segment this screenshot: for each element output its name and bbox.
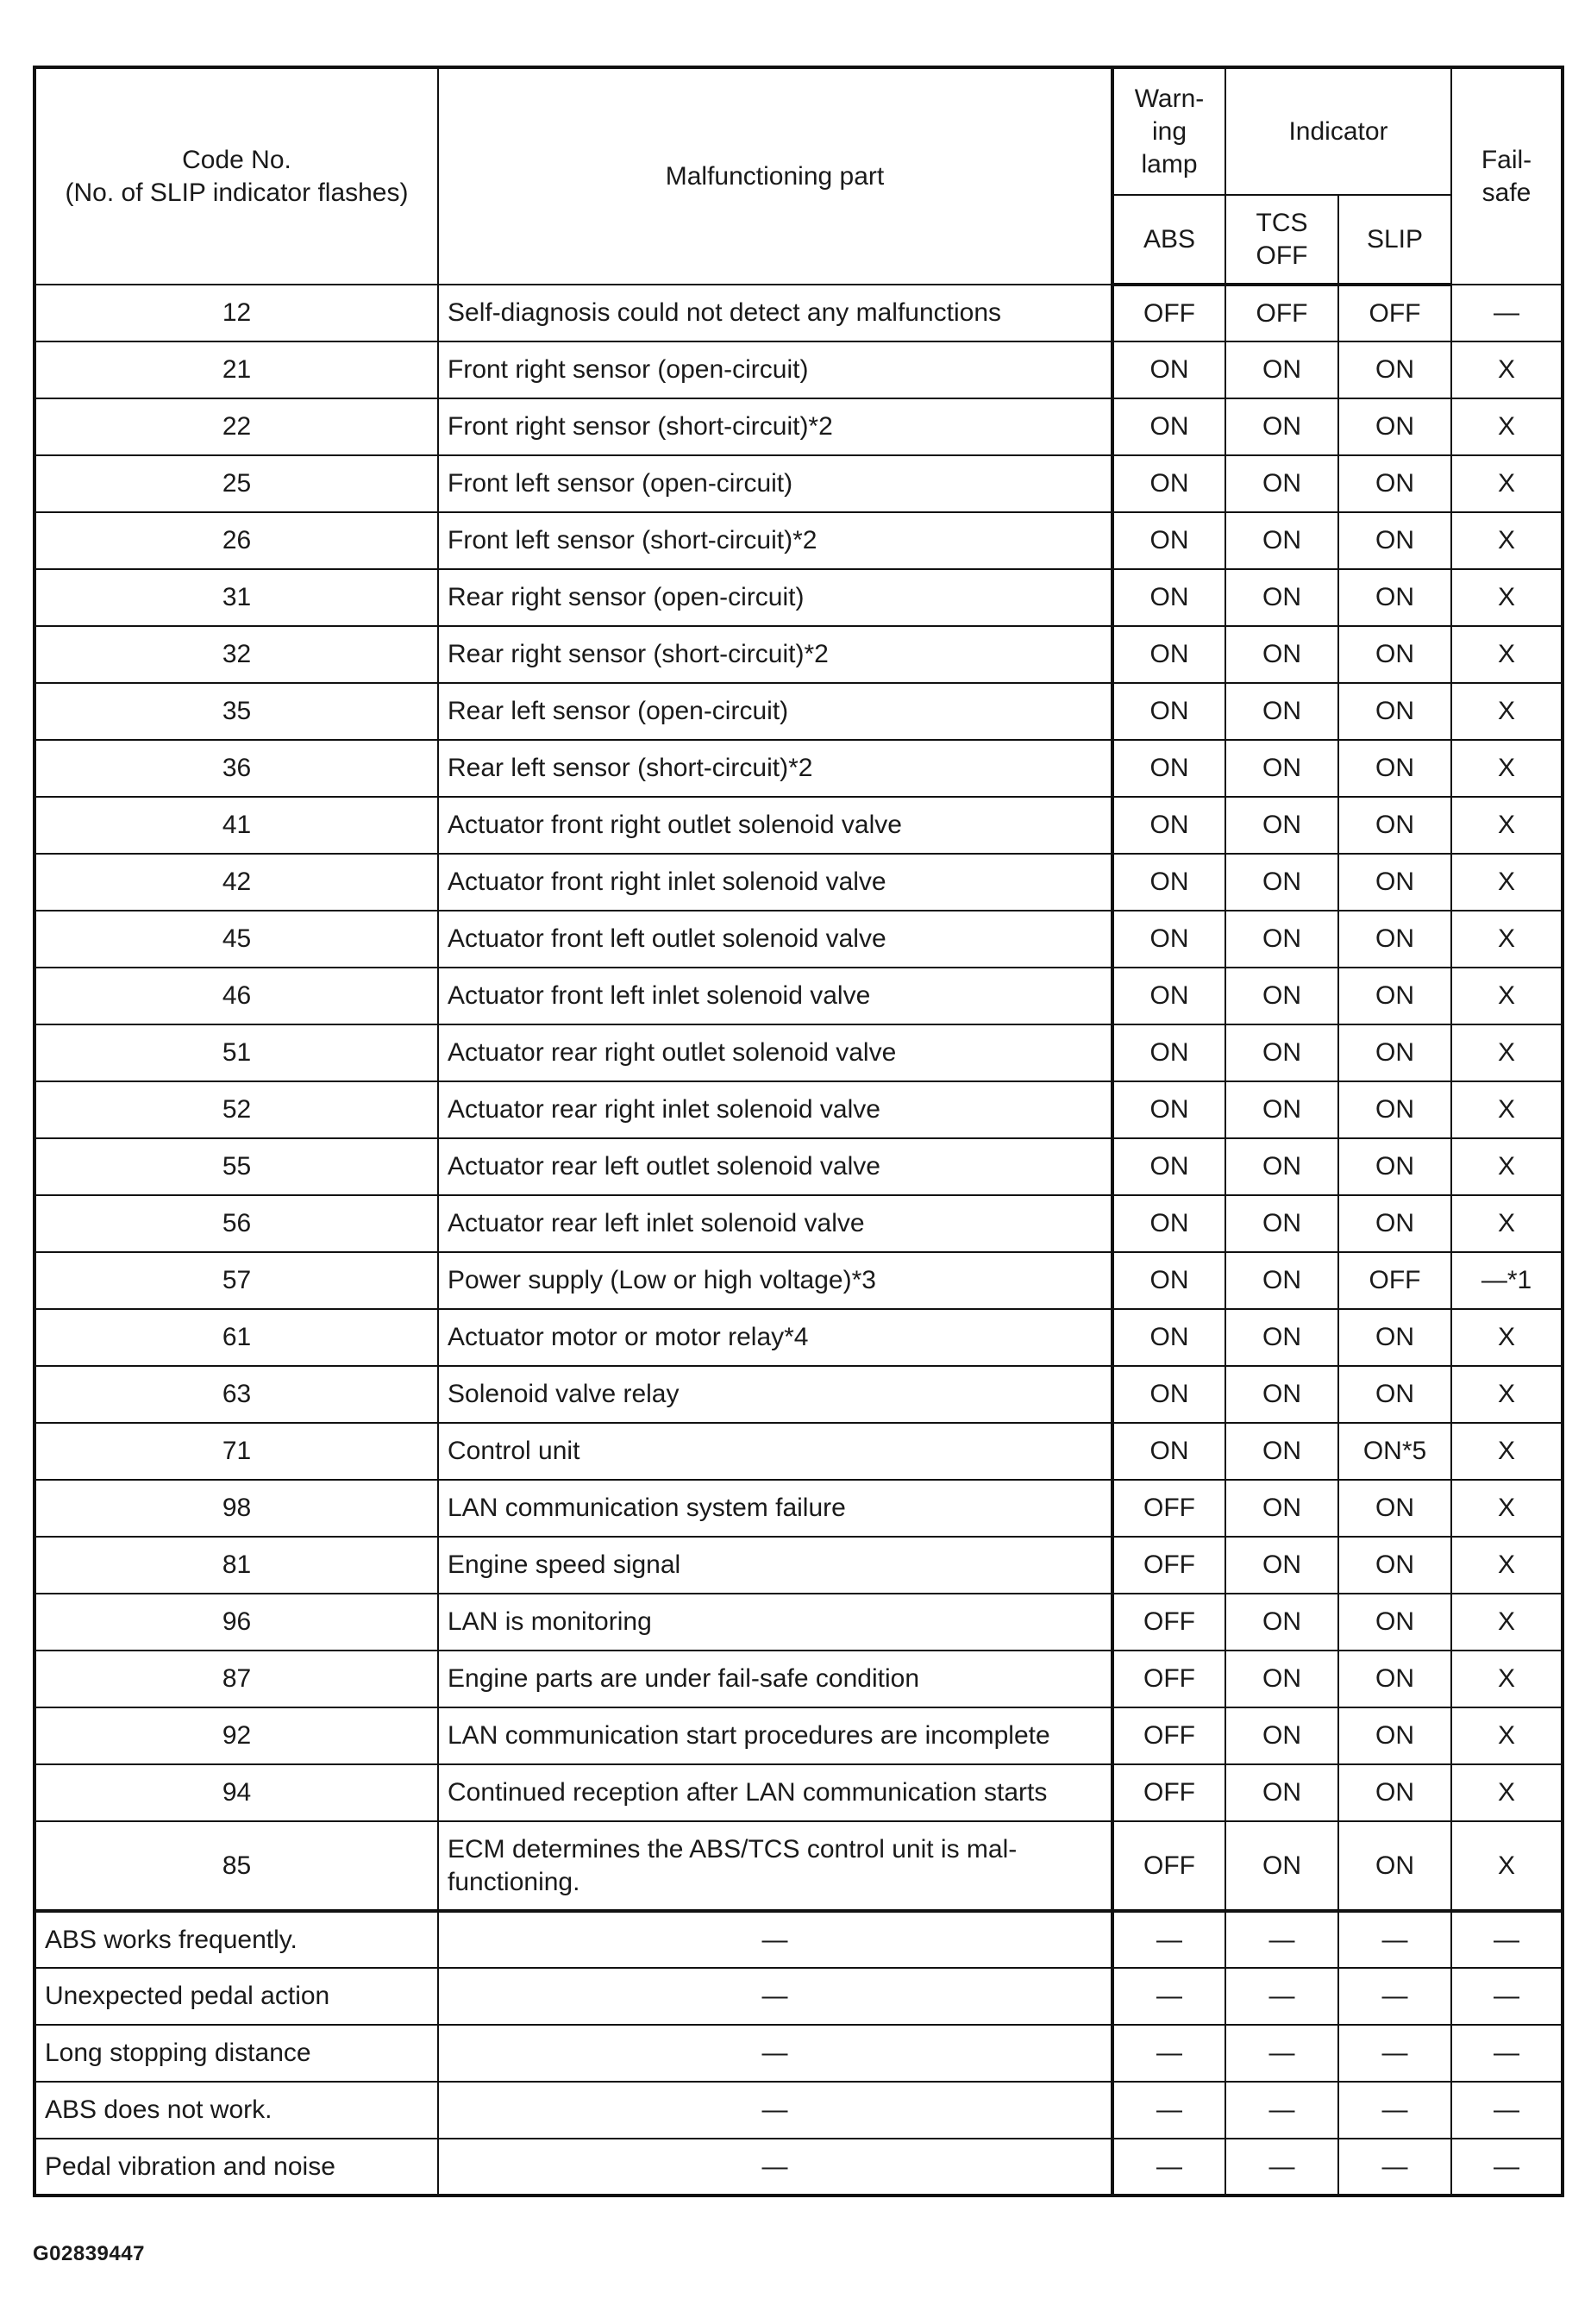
slip-cell: ON <box>1338 1594 1451 1651</box>
code-cell: 96 <box>34 1594 438 1651</box>
abs-cell: ON <box>1112 398 1225 455</box>
code-cell: 35 <box>34 683 438 740</box>
code-cell: 81 <box>34 1537 438 1594</box>
part-cell: — <box>438 1968 1112 2025</box>
code-table <box>33 66 1564 2197</box>
abs-cell: OFF <box>1112 1821 1225 1911</box>
code-cell: 94 <box>34 1764 438 1821</box>
abs-cell: OFF <box>1112 1537 1225 1594</box>
fail-safe-cell: X <box>1451 1594 1563 1651</box>
fail-safe-cell: X <box>1451 1651 1563 1707</box>
tcs-off-cell: — <box>1225 2025 1338 2082</box>
abs-cell: ON <box>1112 1423 1225 1480</box>
fail-safe-cell: X <box>1451 968 1563 1024</box>
abs-cell: OFF <box>1112 1594 1225 1651</box>
code-cell: 52 <box>34 1081 438 1138</box>
slip-cell: ON <box>1338 1651 1451 1707</box>
table-row <box>34 740 1563 797</box>
tcs-off-cell: ON <box>1225 968 1338 1024</box>
tcs-off-cell: ON <box>1225 1081 1338 1138</box>
slip-cell: ON <box>1338 626 1451 683</box>
symptom-row <box>34 2139 1563 2196</box>
abs-cell: OFF <box>1112 1707 1225 1764</box>
part-cell: Engine speed signal <box>438 1537 1112 1594</box>
code-cell: 41 <box>34 797 438 854</box>
tcs-off-cell: ON <box>1225 1821 1338 1911</box>
table-row <box>34 512 1563 569</box>
code-cell: 42 <box>34 854 438 911</box>
slip-cell: — <box>1338 2139 1451 2196</box>
fail-safe-cell: X <box>1451 1366 1563 1423</box>
code-cell: 61 <box>34 1309 438 1366</box>
abs-cell: — <box>1112 2082 1225 2139</box>
part-cell: Front right sensor (open-circuit) <box>438 341 1112 398</box>
slip-cell: ON <box>1338 1195 1451 1252</box>
header-code-no: Code No. (No. of SLIP indicator flashes) <box>34 67 438 285</box>
table-row <box>34 968 1563 1024</box>
abs-cell: ON <box>1112 1252 1225 1309</box>
slip-cell: ON <box>1338 1081 1451 1138</box>
slip-cell: — <box>1338 1911 1451 1968</box>
slip-cell: ON <box>1338 740 1451 797</box>
tcs-off-cell: ON <box>1225 1480 1338 1537</box>
part-cell: Self-diagnosis could not detect any malfunctions <box>438 285 1112 341</box>
abs-cell: ON <box>1112 1138 1225 1195</box>
code-cell: 31 <box>34 569 438 626</box>
tcs-off-cell: ON <box>1225 1138 1338 1195</box>
symptom-row <box>34 1911 1563 1968</box>
fail-safe-cell: X <box>1451 1195 1563 1252</box>
abs-cell: ON <box>1112 911 1225 968</box>
code-cell: 12 <box>34 285 438 341</box>
table-row <box>34 1309 1563 1366</box>
figure-id: G02839447 <box>33 2242 145 2265</box>
code-cell: 32 <box>34 626 438 683</box>
fail-safe-cell: X <box>1451 911 1563 968</box>
symptom-row <box>34 1968 1563 2025</box>
code-cell: 46 <box>34 968 438 1024</box>
table-row <box>34 341 1563 398</box>
symptom-cell: Long stopping distance <box>34 2025 438 2082</box>
slip-cell: ON <box>1338 1537 1451 1594</box>
part-cell: Rear right sensor (short-circuit)*2 <box>438 626 1112 683</box>
table-row <box>34 1651 1563 1707</box>
part-cell: Actuator rear right outlet solenoid valve <box>438 1024 1112 1081</box>
code-cell: 22 <box>34 398 438 455</box>
slip-cell: — <box>1338 2025 1451 2082</box>
table-row <box>34 1081 1563 1138</box>
table-row <box>34 797 1563 854</box>
abs-cell: ON <box>1112 569 1225 626</box>
part-cell: LAN communication start procedures are incomplete <box>438 1707 1112 1764</box>
symptom-cell: Pedal vibration and noise <box>34 2139 438 2196</box>
part-cell: Actuator rear right inlet solenoid valve <box>438 1081 1112 1138</box>
abs-cell: OFF <box>1112 1651 1225 1707</box>
slip-cell: OFF <box>1338 1252 1451 1309</box>
part-cell: Front right sensor (short-circuit)*2 <box>438 398 1112 455</box>
slip-cell: ON <box>1338 968 1451 1024</box>
part-cell: Engine parts are under fail-safe condition <box>438 1651 1112 1707</box>
slip-cell: ON <box>1338 1480 1451 1537</box>
fail-safe-cell: X <box>1451 626 1563 683</box>
tcs-off-cell: — <box>1225 1911 1338 1968</box>
table-row <box>34 1537 1563 1594</box>
fail-safe-cell: X <box>1451 1081 1563 1138</box>
abs-cell: ON <box>1112 1195 1225 1252</box>
symptom-cell: Unexpected pedal action <box>34 1968 438 2025</box>
symptom-cell: ABS does not work. <box>34 2082 438 2139</box>
abs-cell: OFF <box>1112 285 1225 341</box>
fail-safe-cell: X <box>1451 1024 1563 1081</box>
table-row <box>34 1821 1563 1911</box>
table-row <box>34 683 1563 740</box>
table-row <box>34 285 1563 341</box>
table-row <box>34 854 1563 911</box>
tcs-off-cell: OFF <box>1225 285 1338 341</box>
code-cell: 71 <box>34 1423 438 1480</box>
header-abs: ABS <box>1112 195 1225 285</box>
table-row <box>34 455 1563 512</box>
part-cell: Front left sensor (open-circuit) <box>438 455 1112 512</box>
abs-cell: ON <box>1112 455 1225 512</box>
slip-cell: ON <box>1338 911 1451 968</box>
code-cell: 56 <box>34 1195 438 1252</box>
part-cell: Front left sensor (short-circuit)*2 <box>438 512 1112 569</box>
table-row <box>34 911 1563 968</box>
table-row <box>34 1480 1563 1537</box>
part-cell: Actuator front right inlet solenoid valve <box>438 854 1112 911</box>
tcs-off-cell: — <box>1225 2082 1338 2139</box>
code-cell: 26 <box>34 512 438 569</box>
slip-cell: ON <box>1338 512 1451 569</box>
abs-cell: ON <box>1112 1366 1225 1423</box>
tcs-off-cell: ON <box>1225 1423 1338 1480</box>
abs-cell: ON <box>1112 1081 1225 1138</box>
tcs-off-cell: ON <box>1225 1594 1338 1651</box>
slip-cell: ON <box>1338 1764 1451 1821</box>
table-row <box>34 626 1563 683</box>
tcs-off-cell: ON <box>1225 455 1338 512</box>
slip-cell: ON <box>1338 1707 1451 1764</box>
tcs-off-cell: — <box>1225 1968 1338 2025</box>
abs-cell: ON <box>1112 854 1225 911</box>
symptom-rows <box>34 1911 1563 2196</box>
part-cell: LAN communication system failure <box>438 1480 1112 1537</box>
slip-cell: ON <box>1338 1309 1451 1366</box>
table-row <box>34 1195 1563 1252</box>
fail-safe-cell: — <box>1451 2025 1563 2082</box>
header-slip: SLIP <box>1338 195 1451 285</box>
symptom-row <box>34 2082 1563 2139</box>
slip-cell: ON <box>1338 1821 1451 1911</box>
code-cell: 21 <box>34 341 438 398</box>
code-cell: 87 <box>34 1651 438 1707</box>
abs-cell: ON <box>1112 512 1225 569</box>
table-row <box>34 1366 1563 1423</box>
fail-safe-cell: — <box>1451 1911 1563 1968</box>
abs-cell: OFF <box>1112 1764 1225 1821</box>
tcs-off-cell: ON <box>1225 683 1338 740</box>
tcs-off-cell: ON <box>1225 1707 1338 1764</box>
code-cell: 85 <box>34 1821 438 1911</box>
part-cell: Actuator front right outlet solenoid valve <box>438 797 1112 854</box>
tcs-off-cell: ON <box>1225 398 1338 455</box>
fail-safe-cell: X <box>1451 1480 1563 1537</box>
fail-safe-cell: X <box>1451 1764 1563 1821</box>
part-cell: Rear left sensor (open-circuit) <box>438 683 1112 740</box>
slip-cell: ON*5 <box>1338 1423 1451 1480</box>
tcs-off-cell: — <box>1225 2139 1338 2196</box>
abs-cell: OFF <box>1112 1480 1225 1537</box>
tcs-off-cell: ON <box>1225 854 1338 911</box>
part-cell: Actuator front left inlet solenoid valve <box>438 968 1112 1024</box>
tcs-off-cell: ON <box>1225 740 1338 797</box>
slip-cell: ON <box>1338 1138 1451 1195</box>
fail-safe-cell: X <box>1451 455 1563 512</box>
tcs-off-cell: ON <box>1225 1024 1338 1081</box>
part-cell: — <box>438 1911 1112 1968</box>
abs-cell: — <box>1112 2025 1225 2082</box>
header-tcs-off: TCS OFF <box>1225 195 1338 285</box>
table-row <box>34 1594 1563 1651</box>
tcs-off-cell: ON <box>1225 1537 1338 1594</box>
abs-cell: ON <box>1112 740 1225 797</box>
tcs-off-cell: ON <box>1225 512 1338 569</box>
table-row <box>34 1252 1563 1309</box>
tcs-off-cell: ON <box>1225 1252 1338 1309</box>
part-cell: Actuator motor or motor relay*4 <box>438 1309 1112 1366</box>
part-cell: Actuator rear left inlet solenoid valve <box>438 1195 1112 1252</box>
symptom-row <box>34 2025 1563 2082</box>
table-row <box>34 1764 1563 1821</box>
part-cell: Continued reception after LAN communication starts <box>438 1764 1112 1821</box>
slip-cell: — <box>1338 2082 1451 2139</box>
fail-safe-cell: X <box>1451 512 1563 569</box>
part-cell: Actuator rear left outlet solenoid valve <box>438 1138 1112 1195</box>
code-rows <box>34 285 1563 1911</box>
code-cell: 98 <box>34 1480 438 1537</box>
code-cell: 25 <box>34 455 438 512</box>
code-cell: 51 <box>34 1024 438 1081</box>
code-cell: 36 <box>34 740 438 797</box>
diagnostic-code-chart <box>33 66 1561 2197</box>
abs-cell: — <box>1112 1968 1225 2025</box>
part-cell: ECM determines the ABS/TCS control unit is mal- functioning. <box>438 1821 1112 1911</box>
header-warning-lamp: Warn- ing lamp <box>1112 67 1225 195</box>
table-row <box>34 398 1563 455</box>
fail-safe-cell: X <box>1451 740 1563 797</box>
fail-safe-cell: X <box>1451 1821 1563 1911</box>
part-cell: Solenoid valve relay <box>438 1366 1112 1423</box>
part-cell: — <box>438 2082 1112 2139</box>
part-cell: Power supply (Low or high voltage)*3 <box>438 1252 1112 1309</box>
fail-safe-cell: X <box>1451 569 1563 626</box>
abs-cell: ON <box>1112 1024 1225 1081</box>
header-fail-safe: Fail- safe <box>1451 67 1563 285</box>
fail-safe-cell: X <box>1451 683 1563 740</box>
part-cell: Control unit <box>438 1423 1112 1480</box>
table-row <box>34 1024 1563 1081</box>
part-cell: Rear left sensor (short-circuit)*2 <box>438 740 1112 797</box>
slip-cell: ON <box>1338 854 1451 911</box>
code-cell: 57 <box>34 1252 438 1309</box>
fail-safe-cell: X <box>1451 1138 1563 1195</box>
tcs-off-cell: ON <box>1225 1309 1338 1366</box>
abs-cell: ON <box>1112 1309 1225 1366</box>
slip-cell: ON <box>1338 797 1451 854</box>
code-cell: 45 <box>34 911 438 968</box>
fail-safe-cell: X <box>1451 1309 1563 1366</box>
tcs-off-cell: ON <box>1225 1764 1338 1821</box>
code-cell: 63 <box>34 1366 438 1423</box>
abs-cell: ON <box>1112 341 1225 398</box>
abs-cell: ON <box>1112 683 1225 740</box>
part-cell: Rear right sensor (open-circuit) <box>438 569 1112 626</box>
slip-cell: ON <box>1338 683 1451 740</box>
fail-safe-cell: —*1 <box>1451 1252 1563 1309</box>
code-cell: 92 <box>34 1707 438 1764</box>
part-cell: — <box>438 2139 1112 2196</box>
abs-cell: — <box>1112 2139 1225 2196</box>
tcs-off-cell: ON <box>1225 1651 1338 1707</box>
fail-safe-cell: X <box>1451 1707 1563 1764</box>
fail-safe-cell: — <box>1451 2139 1563 2196</box>
slip-cell: OFF <box>1338 285 1451 341</box>
tcs-off-cell: ON <box>1225 569 1338 626</box>
slip-cell: ON <box>1338 341 1451 398</box>
fail-safe-cell: X <box>1451 1423 1563 1480</box>
table-row <box>34 1423 1563 1480</box>
abs-cell: ON <box>1112 797 1225 854</box>
tcs-off-cell: ON <box>1225 911 1338 968</box>
abs-cell: ON <box>1112 626 1225 683</box>
fail-safe-cell: X <box>1451 398 1563 455</box>
slip-cell: ON <box>1338 569 1451 626</box>
slip-cell: — <box>1338 1968 1451 2025</box>
symptom-cell: ABS works frequently. <box>34 1911 438 1968</box>
fail-safe-cell: X <box>1451 854 1563 911</box>
header-malfunctioning-part: Malfunctioning part <box>438 67 1112 285</box>
table-row <box>34 1138 1563 1195</box>
tcs-off-cell: ON <box>1225 1366 1338 1423</box>
table-row <box>34 569 1563 626</box>
tcs-off-cell: ON <box>1225 797 1338 854</box>
code-cell: 55 <box>34 1138 438 1195</box>
tcs-off-cell: ON <box>1225 1195 1338 1252</box>
fail-safe-cell: X <box>1451 797 1563 854</box>
part-cell: LAN is monitoring <box>438 1594 1112 1651</box>
abs-cell: — <box>1112 1911 1225 1968</box>
header-indicator: Indicator <box>1225 67 1451 195</box>
slip-cell: ON <box>1338 1366 1451 1423</box>
tcs-off-cell: ON <box>1225 626 1338 683</box>
fail-safe-cell: — <box>1451 285 1563 341</box>
fail-safe-cell: — <box>1451 2082 1563 2139</box>
abs-cell: ON <box>1112 968 1225 1024</box>
slip-cell: ON <box>1338 455 1451 512</box>
part-cell: — <box>438 2025 1112 2082</box>
tcs-off-cell: ON <box>1225 341 1338 398</box>
slip-cell: ON <box>1338 398 1451 455</box>
fail-safe-cell: X <box>1451 341 1563 398</box>
slip-cell: ON <box>1338 1024 1451 1081</box>
part-cell: Actuator front left outlet solenoid valve <box>438 911 1112 968</box>
table-row <box>34 1707 1563 1764</box>
fail-safe-cell: — <box>1451 1968 1563 2025</box>
fail-safe-cell: X <box>1451 1537 1563 1594</box>
table-header <box>34 67 1563 285</box>
